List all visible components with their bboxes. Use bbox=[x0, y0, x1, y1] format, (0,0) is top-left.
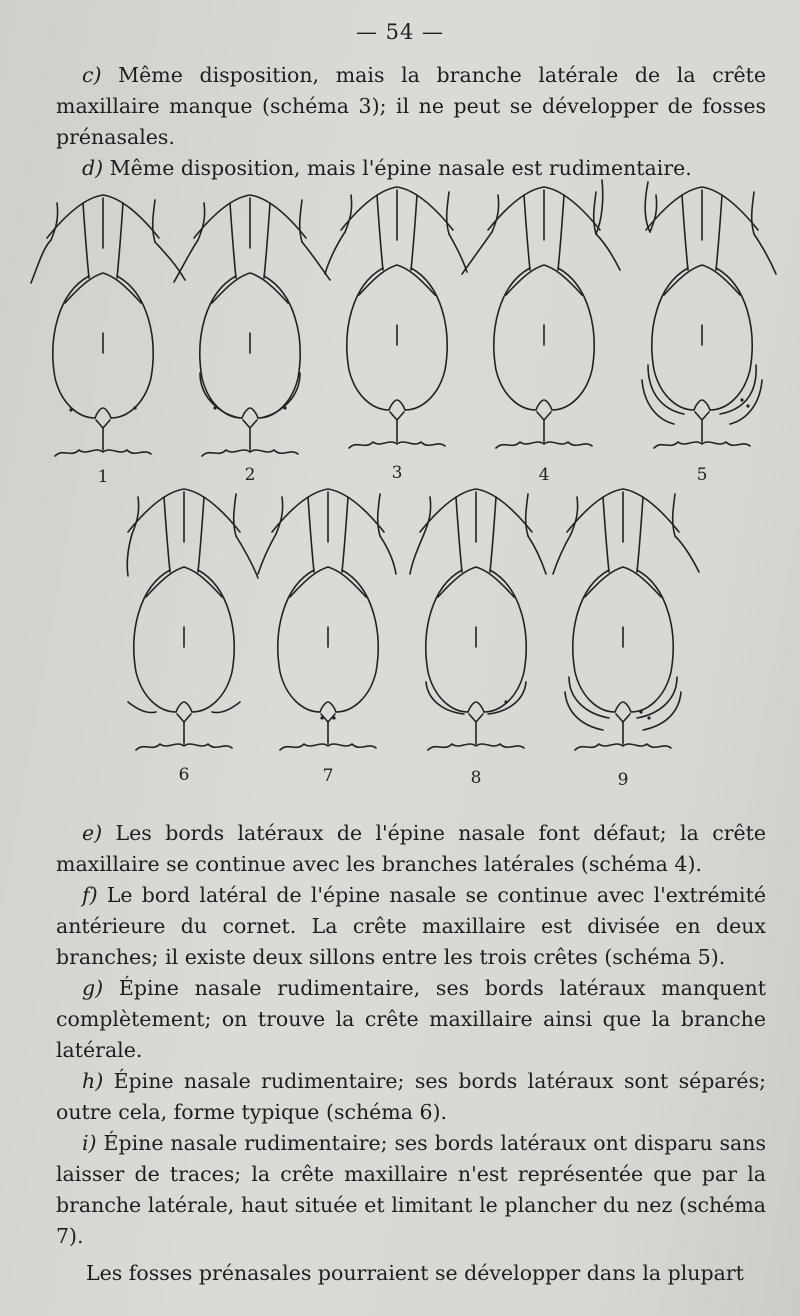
schema-8 bbox=[410, 489, 546, 750]
paragraph-text: Épine nasale rudimentaire; ses bords latéraux ont disparu sans laisser de traces; la crête maxillaire n'est représentée que par la branche latérale, haut située et limitant le plancher du nez (schéma 7). bbox=[56, 1131, 766, 1248]
paragraph-i bbox=[56, 1128, 766, 1252]
paragraph-text: Épine nasale rudimentaire, ses bords latéraux manquent complètement; on trouve la crête maxillaire ainsi que la branche latérale. bbox=[56, 976, 766, 1062]
paragraph-text: Épine nasale rudimentaire; ses bords latéraux sont séparés; outre cela, forme typique (schéma 6). bbox=[56, 1069, 766, 1124]
schema-label-4: 4 bbox=[538, 465, 550, 485]
paragraph-text: Les bords latéraux de l'épine nasale font défaut; la crête maxillaire se continue avec les branches latérales (schéma 4). bbox=[56, 821, 766, 876]
schema-label-6: 6 bbox=[178, 765, 190, 785]
paragraph-text: Le bord latéral de l'épine nasale se continue avec l'extrémité antérieure du cornet. La crête maxillaire est divisée en deux branches; il existe deux sillons entre les trois crêtes (schéma 5). bbox=[56, 883, 766, 969]
paragraph-label: i) bbox=[82, 1131, 97, 1155]
paragraph-e bbox=[56, 818, 766, 880]
schema-label-1: 1 bbox=[97, 467, 109, 487]
schema-label-2: 2 bbox=[244, 465, 256, 485]
schema-6 bbox=[127, 489, 258, 750]
schema-4 bbox=[462, 180, 620, 448]
schema-label-7: 7 bbox=[322, 766, 334, 786]
paragraph-f bbox=[56, 880, 766, 973]
schema-7 bbox=[258, 489, 396, 750]
paragraph-label: c) bbox=[82, 63, 102, 87]
bottom-text-block bbox=[56, 818, 766, 1289]
paragraph-label: g) bbox=[82, 976, 104, 1000]
paragraph-label: f) bbox=[82, 883, 98, 907]
schema-label-8: 8 bbox=[470, 768, 482, 788]
paragraph-label: h) bbox=[82, 1069, 104, 1093]
page-number: — 54 — bbox=[355, 20, 445, 44]
schema-label-9: 9 bbox=[617, 770, 629, 790]
schema-label-5: 5 bbox=[696, 465, 708, 485]
schema-9 bbox=[553, 489, 699, 750]
paragraph-h bbox=[56, 1066, 766, 1128]
schema-1 bbox=[31, 195, 185, 456]
schema-3 bbox=[325, 187, 467, 448]
closing-paragraph: Les fosses prénasales pourraient se développer dans la plupart bbox=[86, 1261, 744, 1285]
paragraph-text: Même disposition, mais la branche latérale de la crête maxillaire manque (schéma 3); il ne peut se développer de fosses prénasales. bbox=[56, 63, 766, 149]
paragraph-label: e) bbox=[82, 821, 103, 845]
schema-5 bbox=[642, 182, 776, 448]
paragraph-g bbox=[56, 973, 766, 1066]
paragraph-label: d) bbox=[82, 156, 104, 180]
schema-2 bbox=[174, 195, 330, 456]
schema-label-3: 3 bbox=[391, 463, 403, 483]
paragraph-text: Même disposition, mais l'épine nasale est rudimentaire. bbox=[103, 156, 692, 180]
